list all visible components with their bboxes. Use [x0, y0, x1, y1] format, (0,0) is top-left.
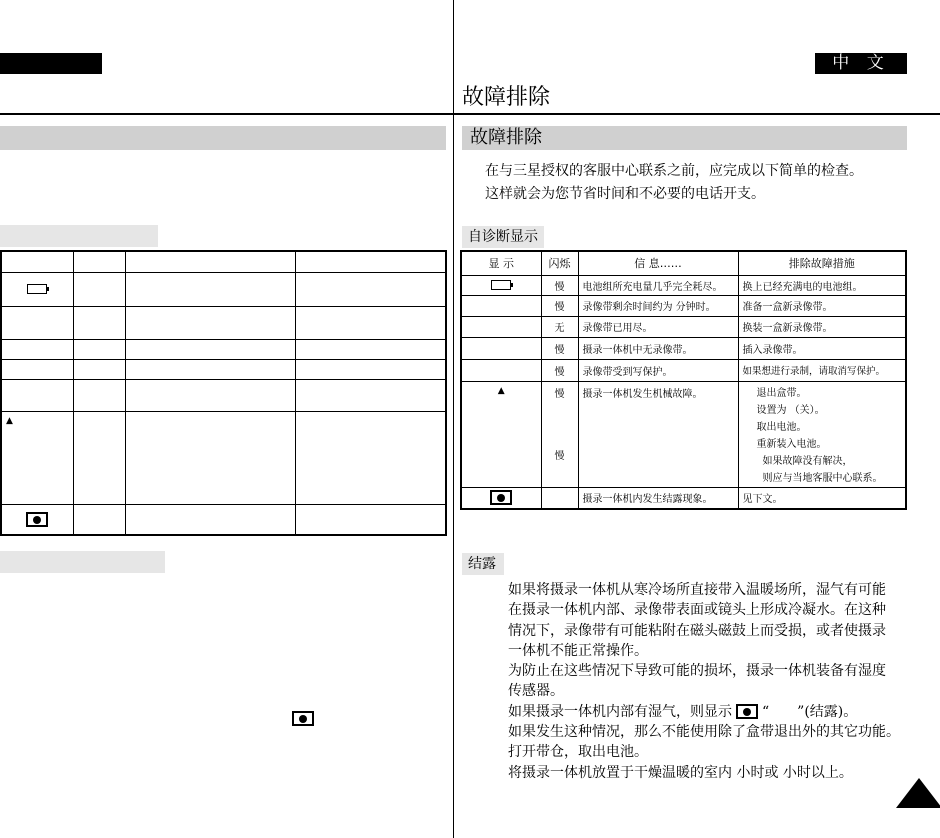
intro-line: 这样就会为您节省时间和不必要的电话开支。 [485, 186, 765, 202]
blink-cell: 慢 [541, 359, 578, 381]
message-cell: 录像带受到写保护。 [578, 359, 738, 381]
table-row [461, 316, 906, 337]
message-cell: 电池组所充电量几乎完全耗尽。 [578, 275, 738, 295]
intro-line: 在与三星授权的客服中心联系之前，应完成以下简单的检查。 [485, 163, 863, 179]
dew-icon [490, 490, 512, 505]
blink-cell [541, 487, 578, 509]
eject-icon: ▲ [6, 415, 13, 426]
language-badge: 中 文 [815, 53, 907, 74]
table-row [461, 295, 906, 316]
battery-icon [491, 280, 511, 290]
subsection-band-left [0, 225, 158, 247]
header-blink: 闪烁 [541, 251, 578, 275]
blink-cell: 慢 [541, 295, 578, 316]
blink-cell: 慢 [541, 275, 578, 295]
message-cell: 录像带已用尽。 [578, 316, 738, 337]
action-cell: 如果想进行录制，请取消写保护。 [738, 359, 906, 381]
header-action: 排除故障措施 [738, 251, 906, 275]
message-cell: 摄录一体机发生机械故障。 [578, 381, 738, 487]
blink-cell: 慢 [554, 388, 565, 400]
message-cell: 录像带剩余时间约为 分钟时。 [578, 295, 738, 316]
action-cell: 退出盒带。 设置为 （关）。 取出电池。 重新装入电池。 如果故障没有解决， 则应与当地客服中心联系。 [738, 381, 906, 487]
condensation-title: 结露 [462, 553, 504, 575]
blink-cell: 慢 [541, 337, 578, 359]
table-row [461, 487, 906, 509]
table-row [461, 337, 906, 359]
header-message: 信 息…… [578, 251, 738, 275]
dew-icon [292, 711, 314, 726]
header-rule [0, 113, 940, 115]
eject-icon: ▲ [497, 385, 505, 396]
message-cell: 摄录一体机内发生结露现象。 [578, 487, 738, 509]
section-band-left [0, 126, 446, 150]
page-title: 故障排除 [462, 85, 551, 110]
condensation-text: 如果将摄录一体机从寒冷场所直接带入温暖场所，湿气有可能 在摄录一体机内部、录像带表面或镜头上形成冷凝水。在这种 情况下，录像带有可能粘附在磁头磁鼓上而受损，或者使摄录 一体机不能正常操作。 为防止在这些情况下导致可能的损坏，摄录一体机装备有湿度 传感器。 如果摄录一体机内部有湿气，则显示 “ ”(结露)。 如果发生这种情况，那么不能使用除了盒带退出外的其它功能。 打开带仓，取出电池。 将摄录一体机放置于干燥温暖的室内 小时或 小时以上。 [508, 582, 900, 781]
action-cell: 换装一盒新录像带。 [738, 316, 906, 337]
page-divider [453, 0, 454, 838]
subsection-band-left-2 [0, 551, 165, 573]
table-row [461, 359, 906, 381]
action-cell: 换上已经充满电的电池组。 [738, 275, 906, 295]
english-header-bar [0, 53, 102, 74]
action-cell: 见下文。 [738, 487, 906, 509]
self-diagnosis-table [460, 250, 907, 510]
dew-icon [736, 704, 758, 719]
left-diagnosis-table [0, 250, 447, 536]
battery-icon [27, 284, 47, 294]
page-corner-triangle [896, 778, 940, 808]
table-row [461, 381, 906, 487]
dew-icon [26, 512, 48, 527]
blink-cell: 无 [541, 316, 578, 337]
action-cell: 插入录像带。 [738, 337, 906, 359]
intro-text [485, 160, 863, 206]
section-title: 故障排除 [462, 126, 907, 150]
blink-cell: 慢 [554, 450, 565, 462]
self-diagnosis-title: 自诊断显示 [462, 226, 544, 248]
table-row [461, 275, 906, 295]
message-cell: 摄录一体机中无录像带。 [578, 337, 738, 359]
header-display: 显 示 [461, 251, 541, 275]
action-cell: 准备一盒新录像带。 [738, 295, 906, 316]
